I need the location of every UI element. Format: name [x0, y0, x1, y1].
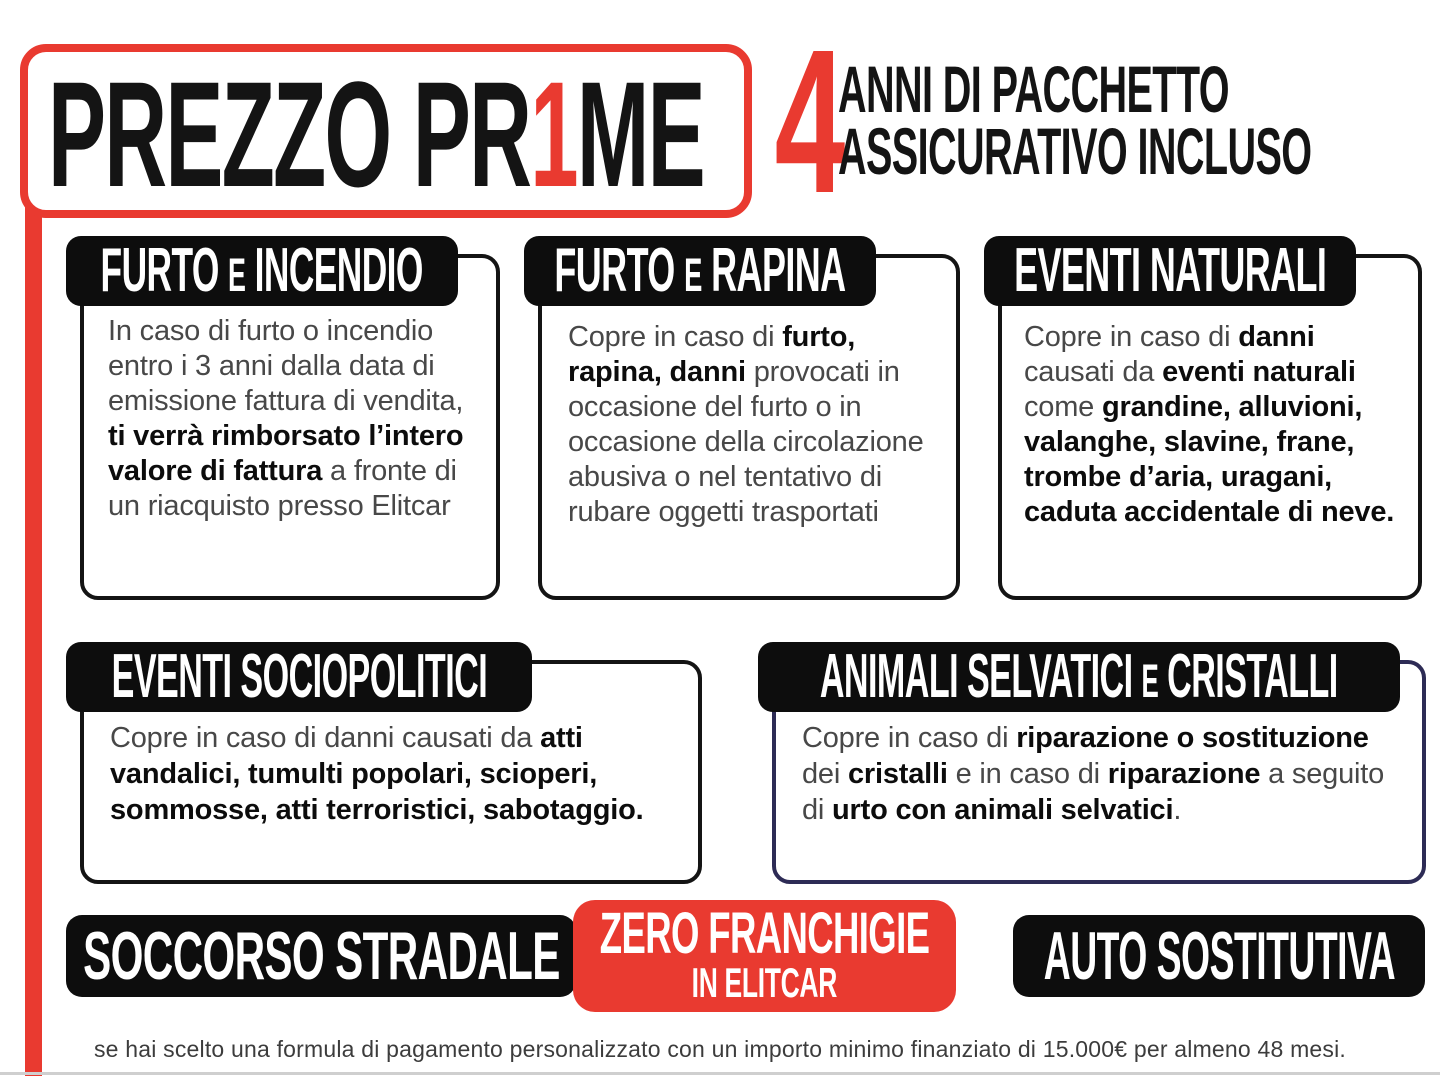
- coverage-card-body: In caso di furto o incendio entro i 3 anni dalla data di emissione fattura di vendita, ti verrà rimborsato l’intero valore di fattura a fronte di un riacquisto presso Elitcar: [108, 315, 464, 522]
- red-accent-bar: [25, 190, 42, 1076]
- badge-auto-sostitutiva: [1013, 915, 1425, 997]
- coverage-card-title-badge: [758, 642, 1400, 712]
- footer-note: se hai scelto una formula di pagamento personalizzato con un importo minimo finanziato di 15.000€ per almeno 48 mesi.: [93, 1036, 1347, 1062]
- badge-zero-franchigie-line2: IN ELITCAR: [691, 959, 838, 1006]
- header-subtitle-line1: ANNI DI PACCHETTO: [838, 52, 1229, 126]
- coverage-card-title: FURTO E INCENDIO: [100, 236, 424, 305]
- coverage-card-title: EVENTI SOCIOPOLITICI: [111, 642, 487, 711]
- coverage-card-body: Copre in caso di danni causati da atti vandalici, tumulti popolari, scioperi, sommosse, atti terroristici, sabotaggio.: [110, 722, 644, 826]
- coverage-card-title: EVENTI NATURALI: [1013, 236, 1327, 305]
- coverage-card-title-badge: [66, 236, 458, 306]
- coverage-card-title-badge: [984, 236, 1356, 306]
- coverage-card-body: Copre in caso di riparazione o sostituzione dei cristalli e in caso di riparazione a seguito di urto con animali selvatici.: [802, 722, 1385, 826]
- header-subtitle: [838, 52, 1312, 188]
- coverage-card-title: ANIMALI SELVATICI E CRISTALLI: [820, 642, 1338, 711]
- badge-zero-franchigie-line1: ZERO FRANCHIGIE: [599, 901, 930, 966]
- page-title: PREZZO PR1ME: [48, 50, 704, 218]
- coverage-card-eventi-sociopolitici: [66, 642, 702, 884]
- coverage-card-furto-e-incendio: [66, 236, 500, 600]
- badge-auto-sostitutiva-label: AUTO SOSTITUTIVA: [1043, 918, 1395, 994]
- coverage-card-animali-selvatici-e-cristalli: [758, 642, 1426, 884]
- header-title-box: [20, 44, 752, 218]
- header-subtitle-line2: ASSICURATIVO INCLUSO: [838, 114, 1312, 188]
- badge-zero-franchigie: [573, 900, 956, 1012]
- coverage-card-body: Copre in caso di danni causati da eventi naturali come grandine, alluvioni, valanghe, slavine, frane, trombe d’aria, uragani, caduta accidentale di neve.: [1024, 321, 1395, 528]
- badge-soccorso-stradale-label: SOCCORSO STRADALE: [82, 918, 560, 994]
- bottom-divider: [0, 1072, 1440, 1075]
- coverage-card-eventi-naturali: [984, 236, 1422, 600]
- coverage-card-title-badge: [524, 236, 876, 306]
- header-big-number: 4: [774, 6, 846, 236]
- coverage-card-furto-e-rapina: [524, 236, 960, 600]
- coverage-card-body: Copre in caso di furto, rapina, danni provocati in occasione del furto o in occasione della circolazione abusiva o nel tentativo di rubare oggetti trasportati: [568, 321, 924, 528]
- coverage-card-title-badge: [66, 642, 532, 712]
- badge-soccorso-stradale: [66, 915, 576, 997]
- coverage-card-title: FURTO E RAPINA: [554, 236, 846, 305]
